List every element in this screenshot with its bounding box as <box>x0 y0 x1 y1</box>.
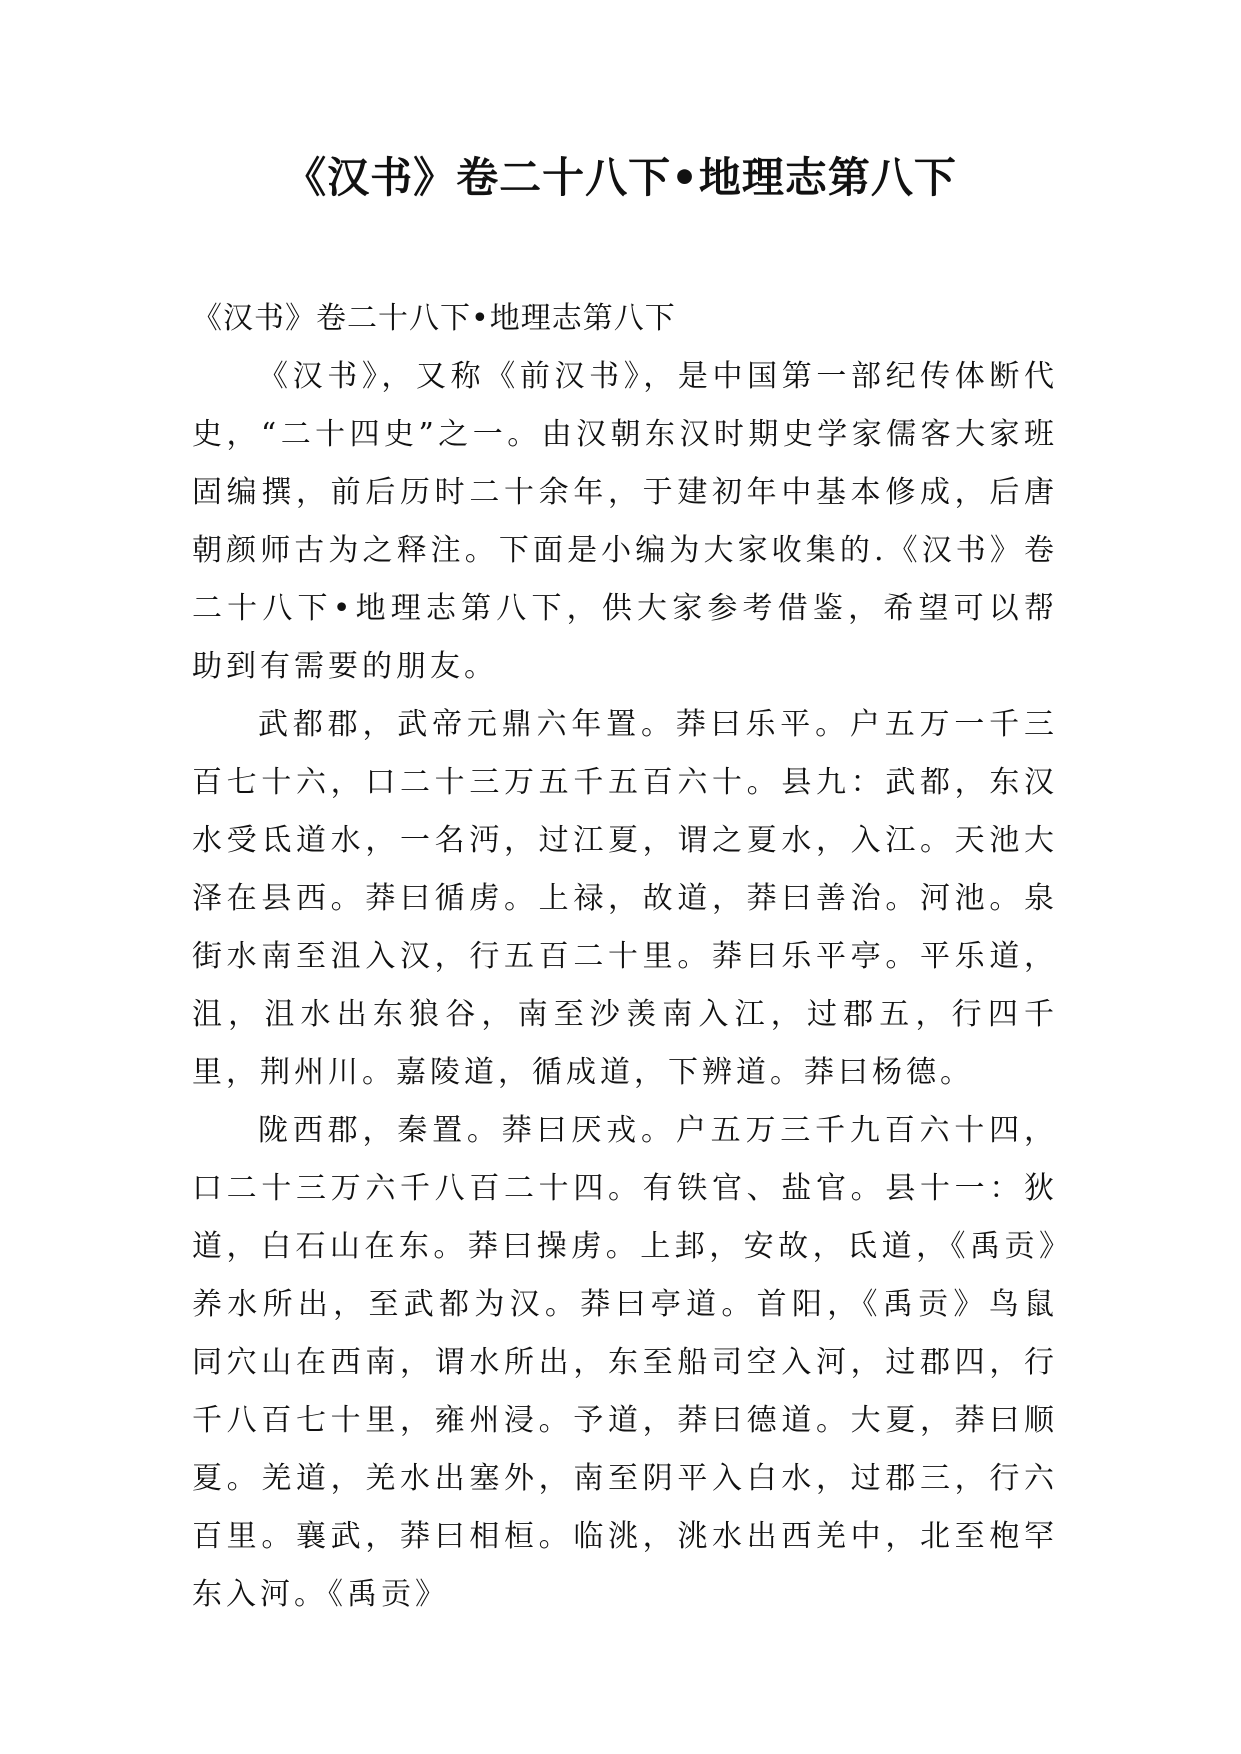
paragraph-longxi: 陇西郡，秦置。莽曰厌戎。户五万三千九百六十四，口二十三万六千八百二十四。有铁官、盐官。县十一：狄道，白石山在东。莽曰操虏。上邽，安故，氐道，《禹贡》养水所出，至武都为汉。莽曰亭道。首阳，《禹贡》鸟鼠同穴山在西南，谓水所出，东至船司空入河，过郡四，行千八百七十里，雍州浸。予道，莽曰德道。大夏，莽曰顺夏。羌道，羌水出塞外，南至阴平入白水，过郡三，行六百里。襄武，莽曰相桓。临洮，洮水出西羌中，北至枹罕东入河。《禹贡》 <box>192 1113 1058 1612</box>
document-title: 《汉书》卷二十八下•地理志第八下 <box>284 153 957 202</box>
document-subtitle: 《汉书》卷二十八下•地理志第八下 <box>192 301 676 336</box>
paragraph-intro: 《汉书》，又称《前汉书》，是中国第一部纪传体断代史，“二十四史”之一。由汉朝东汉时期史学家儒客大家班固编撰，前后历时二十余年，于建初年中基本修成，后唐朝颜师古为之释注。下面是小编为大家收集的.《汉书》卷二十八下•地理志第八下，供大家参考借鉴，希望可以帮助到有需要的朋友。 <box>192 359 1058 684</box>
paragraph-wudu: 武都郡，武帝元鼎六年置。莽曰乐平。户五万一千三百七十六，口二十三万五千五百六十。县九：武都，东汉水受氐道水，一名沔，过江夏，谓之夏水，入江。天池大泽在县西。莽曰循虏。上禄，故道，莽曰善治。河池。泉街水南至沮入汉，行五百二十里。莽曰乐平亭。平乐道，沮，沮水出东狼谷，南至沙羡南入江，过郡五，行四千里，荆州川。嘉陵道，循成道，下辨道。莽曰杨德。 <box>192 707 1058 1090</box>
document-body <box>192 290 1058 1624</box>
